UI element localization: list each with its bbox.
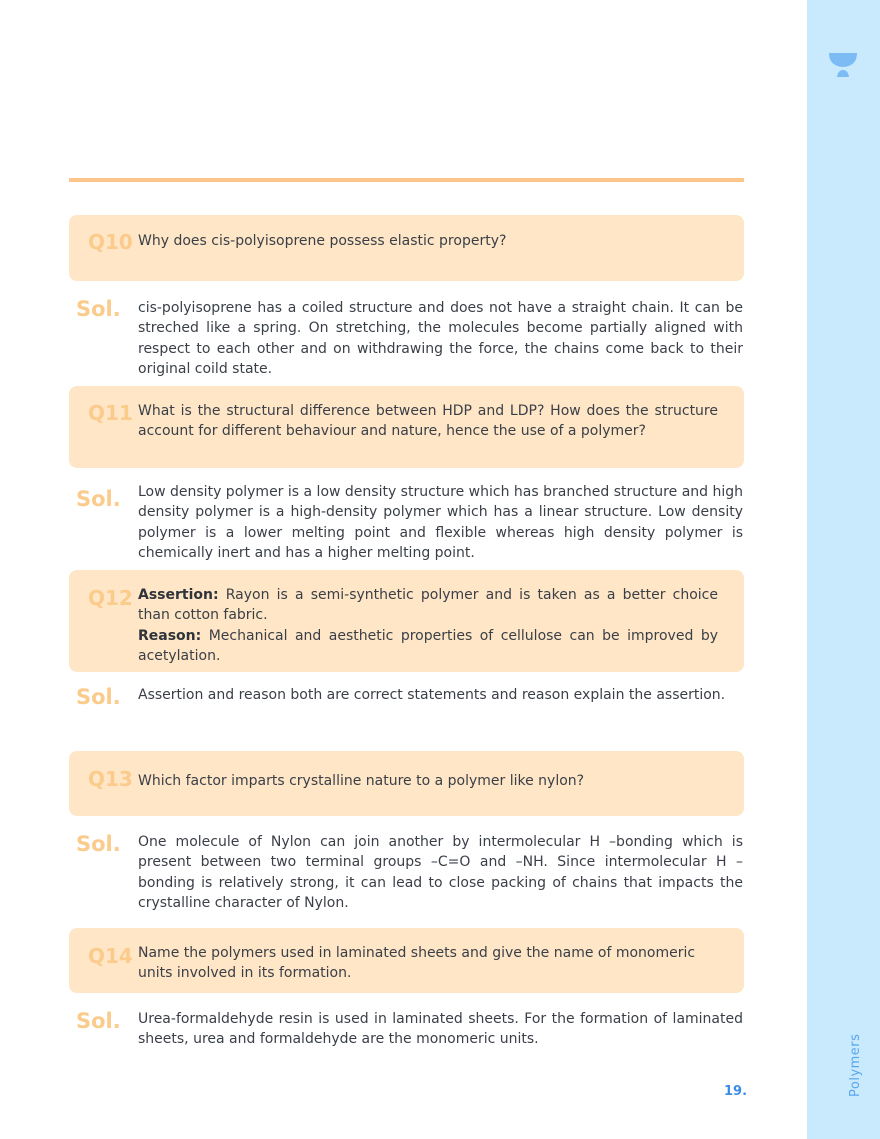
question-label: Q12 <box>88 586 133 610</box>
question-label: Q11 <box>88 401 133 425</box>
reason-text: Mechanical and aesthetic properties of cellulose can be improved by acetylation. <box>138 627 718 664</box>
sidebar <box>807 0 880 1139</box>
assertion-label: Assertion: <box>138 587 219 603</box>
solution-text: Low density polymer is a low density structure which has branched structure and high density polymer is a high-density polymer which has a linear structure. Low density polymer is a lower melting point and flexible whereas high density polymer is chemically inert and has a higher melting point. <box>138 484 744 561</box>
unacademy-logo-icon <box>828 52 858 78</box>
solution-label: Sol. <box>76 685 121 709</box>
solution-label: Sol. <box>76 487 121 511</box>
header-rule <box>69 178 744 182</box>
solution-label: Sol. <box>76 297 121 321</box>
solution-text: Urea-formaldehyde resin is used in laminated sheets. For the formation of laminated sheets, urea and formaldehyde are the monomeric units. <box>138 1011 743 1048</box>
question-text: What is the structural difference between HDP and LDP? How does the structure account for different behaviour and nature, hence the use of a polymer? <box>138 403 718 440</box>
solution-text: cis-polyisoprene has a coiled structure and does not have a straight chain. It can be streched like a spring. On stretching, the molecules become partially aligned with respect to each other and on withdrawing the force, the chains come back to their original coild state. <box>138 300 743 377</box>
solution-label: Sol. <box>76 1009 121 1033</box>
solution-text: Assertion and reason both are correct statements and reason explain the assertion. <box>138 687 726 703</box>
solution-label: Sol. <box>76 832 121 856</box>
question-label: Q13 <box>88 767 133 791</box>
sidebar-title: Polymers <box>848 1033 863 1097</box>
question-text <box>138 585 718 666</box>
question-text: Name the polymers used in laminated sheets and give the name of monomeric units involved in its formation. <box>138 945 696 982</box>
question-text: Why does cis-polyisoprene possess elastic property? <box>138 233 507 249</box>
question-text: Which factor imparts crystalline nature to a polymer like nylon? <box>138 773 585 789</box>
assertion-text: Rayon is a semi-synthetic polymer and is taken as a better choice than cotton fabric. <box>138 587 718 624</box>
question-label: Q10 <box>88 230 133 254</box>
question-label: Q14 <box>88 944 133 968</box>
reason-label: Reason: <box>138 627 202 644</box>
solution-text: One molecule of Nylon can join another by intermolecular H –bonding which is present between two terminal groups –C=O and –NH. Since intermolecular H –bonding is relatively strong, it can lead to close packing of chains that impacts the crystalline character of Nylon. <box>138 834 743 911</box>
page-number: 19. <box>724 1084 748 1099</box>
